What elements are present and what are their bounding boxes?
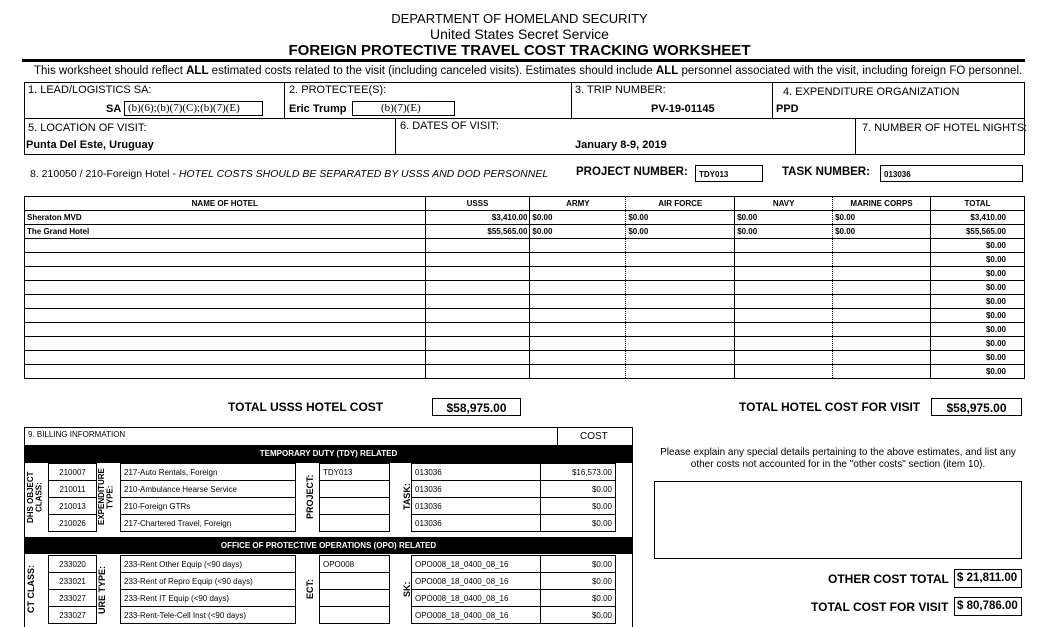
project-number-field[interactable]: TDY013 — [695, 165, 763, 182]
army-cell[interactable] — [530, 309, 626, 323]
air-force-cell[interactable]: $0.00 — [626, 225, 735, 239]
navy-cell[interactable] — [735, 351, 833, 365]
task-number-label: TASK NUMBER: — [782, 166, 870, 178]
expenditure-org-value: PPD — [776, 103, 799, 115]
total-cell: $0.00 — [930, 309, 1024, 323]
spacer — [296, 515, 320, 532]
usss-cell[interactable] — [425, 337, 530, 351]
marine-corps-header: MARINE CORPS — [833, 197, 931, 211]
army-cell[interactable] — [530, 239, 626, 253]
hotel-name-cell[interactable] — [25, 323, 426, 337]
usss-header: USSS — [425, 197, 530, 211]
opo-type-label: URE TYPE: — [97, 565, 107, 614]
navy-header: NAVY — [735, 197, 833, 211]
spacer — [97, 607, 121, 624]
air-force-cell[interactable] — [626, 267, 735, 281]
usss-cell[interactable] — [425, 281, 530, 295]
air-force-cell[interactable] — [626, 337, 735, 351]
navy-cell[interactable] — [735, 253, 833, 267]
hotel-name-cell[interactable] — [25, 337, 426, 351]
navy-cell[interactable] — [735, 323, 833, 337]
object-class-code: 233027 — [49, 607, 97, 624]
billing-row — [49, 515, 616, 532]
expenditure-description: 233-Rent Other Equip (<90 days) — [121, 556, 296, 573]
navy-cell[interactable] — [735, 309, 833, 323]
army-cell[interactable] — [530, 337, 626, 351]
tdy-header: TEMPORARY DUTY (TDY) RELATED — [25, 445, 632, 463]
total-cell: $0.00 — [930, 239, 1024, 253]
total-cell: $0.00 — [930, 351, 1024, 365]
hotel-name-cell[interactable] — [25, 309, 426, 323]
usss-cell[interactable] — [425, 365, 530, 379]
object-class-label: DHS OBJECT CLASS: — [26, 471, 44, 523]
task-cell[interactable]: OPO008_18_0400_08_16 — [412, 573, 541, 590]
hotel-row — [25, 281, 1025, 295]
cost-cell[interactable]: $0.00 — [541, 556, 616, 573]
opo-task-label: SK: — [402, 581, 412, 598]
spacer — [97, 590, 121, 607]
spacer — [296, 573, 320, 590]
billing-row — [49, 607, 616, 624]
opo-class-label: CT CLASS: — [26, 565, 36, 614]
air-force-cell[interactable] — [626, 295, 735, 309]
marine-corps-cell[interactable] — [833, 309, 931, 323]
navy-cell[interactable] — [735, 267, 833, 281]
army-cell[interactable] — [530, 281, 626, 295]
total-cell: $0.00 — [930, 295, 1024, 309]
hotel-row — [25, 337, 1025, 351]
army-cell[interactable] — [530, 323, 626, 337]
hotel-row — [25, 351, 1025, 365]
hotel-name-cell[interactable] — [25, 295, 426, 309]
object-class-code: 210011 — [49, 481, 97, 498]
instructions: This worksheet should reflect ALL estimated costs related to the visit (including canceled visits). Estimates should include ALL personnel associated with the visit, including foreign FO personnel. — [34, 65, 1023, 77]
total-cell: $0.00 — [930, 365, 1024, 379]
spacer — [296, 556, 320, 573]
spacer — [97, 556, 121, 573]
air-force-cell[interactable] — [626, 365, 735, 379]
project-cell[interactable]: OPO008 — [320, 556, 390, 573]
cost-header: COST — [580, 431, 608, 442]
expenditure-description: 217-Auto Rentals, Foreign — [121, 464, 296, 481]
hotel-row — [25, 225, 1025, 239]
total-hotel-visit-label: TOTAL HOTEL COST FOR VISIT — [739, 400, 921, 414]
cost-cell[interactable]: $0.00 — [541, 573, 616, 590]
total-cell: $0.00 — [930, 281, 1024, 295]
total-header: TOTAL — [930, 197, 1024, 211]
hotel-row — [25, 211, 1025, 225]
object-class-code: 210013 — [49, 498, 97, 515]
expenditure-description: 217-Chartered Travel, Foreign — [121, 515, 296, 532]
task-cell[interactable]: OPO008_18_0400_08_16 — [412, 556, 541, 573]
hotel-table — [24, 196, 1025, 379]
spacer — [97, 515, 121, 532]
army-cell[interactable] — [530, 267, 626, 281]
dates-value: January 8-9, 2019 — [575, 139, 667, 151]
other-cost-value: $ 21,811.00 — [954, 569, 1022, 588]
spacer — [390, 556, 412, 573]
agency-heading: United States Secret Service — [430, 26, 609, 42]
marine-corps-cell[interactable] — [833, 253, 931, 267]
spacer — [296, 481, 320, 498]
spacer — [97, 464, 121, 481]
billing-row — [49, 498, 616, 515]
total-cell: $0.00 — [930, 337, 1024, 351]
lead-label: 1. LEAD/LOGISTICS SA: — [28, 84, 152, 96]
army-header: ARMY — [530, 197, 626, 211]
total-hotel-visit-value: $58,975.00 — [931, 398, 1022, 416]
project-cell[interactable] — [320, 573, 390, 590]
navy-cell[interactable] — [735, 239, 833, 253]
total-cell: $0.00 — [930, 267, 1024, 281]
hotel-row — [25, 295, 1025, 309]
protectee-redaction: (b)(7)(E) — [352, 101, 455, 116]
expenditure-description: 210-Ambulance Hearse Service — [121, 481, 296, 498]
billing-row — [49, 573, 616, 590]
navy-cell[interactable] — [735, 281, 833, 295]
spacer — [296, 498, 320, 515]
usss-cell[interactable] — [425, 267, 530, 281]
spacer — [390, 464, 412, 481]
spacer — [296, 464, 320, 481]
dates-label: 6. DATES OF VISIT: — [400, 120, 499, 132]
hotel-row — [25, 253, 1025, 267]
billing-row — [49, 590, 616, 607]
billing-row — [49, 556, 616, 573]
usss-cell[interactable] — [425, 323, 530, 337]
expenditure-description: 233-Rent IT Equip (<90 days) — [121, 590, 296, 607]
usss-cell[interactable] — [425, 253, 530, 267]
billing-title: 9. BILLING INFORMATION — [28, 430, 126, 439]
marine-corps-cell[interactable] — [833, 337, 931, 351]
air-force-cell[interactable] — [626, 323, 735, 337]
hotel-name-cell[interactable] — [25, 281, 426, 295]
hotel-name-cell[interactable] — [25, 267, 426, 281]
army-cell[interactable]: $0.00 — [530, 211, 626, 225]
total-cell: $0.00 — [930, 323, 1024, 337]
spacer — [390, 607, 412, 624]
task-cell[interactable]: 013036 — [412, 481, 541, 498]
object-class-code: 233020 — [49, 556, 97, 573]
army-cell[interactable] — [530, 351, 626, 365]
usss-cell[interactable]: $3,410.00 — [425, 211, 530, 225]
hotel-nights-label: 7. NUMBER OF HOTEL NIGHTS: — [862, 122, 1028, 134]
usss-cell[interactable] — [425, 239, 530, 253]
spacer — [390, 590, 412, 607]
army-cell[interactable] — [530, 365, 626, 379]
expenditure-description: 233-Rent of Repro Equip (<90 days) — [121, 573, 296, 590]
project-number-label: PROJECT NUMBER: — [576, 166, 688, 178]
spacer — [296, 590, 320, 607]
billing-row — [49, 481, 616, 498]
cost-cell[interactable]: $0.00 — [541, 481, 616, 498]
protectee-label: 2. PROTECTEE(S): — [289, 84, 387, 96]
marine-corps-cell[interactable]: $0.00 — [833, 211, 931, 225]
location-value: Punta Del Este, Uruguay — [26, 139, 154, 151]
cost-cell[interactable]: $0.00 — [541, 498, 616, 515]
spacer — [390, 481, 412, 498]
object-class-code: 210026 — [49, 515, 97, 532]
total-cost-visit-value: $ 80,786.00 — [954, 597, 1022, 616]
spacer — [97, 481, 121, 498]
total-cell: $3,410.00 — [930, 211, 1024, 225]
navy-cell[interactable] — [735, 365, 833, 379]
hotel-table-header — [25, 197, 1025, 211]
marine-corps-cell[interactable] — [833, 365, 931, 379]
project-cell[interactable] — [320, 515, 390, 532]
marine-corps-cell[interactable] — [833, 281, 931, 295]
trip-number-value: PV-19-01145 — [651, 103, 715, 115]
protectee-value: Eric Trump — [289, 103, 347, 115]
navy-cell[interactable]: $0.00 — [735, 211, 833, 225]
cost-cell[interactable]: $16,573.00 — [541, 464, 616, 481]
marine-corps-cell[interactable] — [833, 323, 931, 337]
hotel-name-cell[interactable]: Sheraton MVD — [25, 211, 426, 225]
section-8-line: 8. 210050 / 210-Foreign Hotel - HOTEL COSTS SHOULD BE SEPARATED BY USSS AND DOD PERSONNEL — [30, 168, 549, 180]
title-rule — [22, 59, 1025, 62]
expenditure-description: 210-Foreign GTRs — [121, 498, 296, 515]
hotel-name-header: NAME OF HOTEL — [25, 197, 426, 211]
air-force-header: AIR FORCE — [626, 197, 735, 211]
marine-corps-cell[interactable] — [833, 267, 931, 281]
task-cell[interactable]: 013036 — [412, 515, 541, 532]
marine-corps-cell[interactable] — [833, 295, 931, 309]
task-cell[interactable]: 013036 — [412, 464, 541, 481]
project-cell[interactable] — [320, 607, 390, 624]
notes-instructions: Please explain any special details pertaining to the above estimates, and list any other costs not accounted for in the "other costs" section (item 10). — [660, 447, 1016, 470]
spacer — [390, 573, 412, 590]
air-force-cell[interactable] — [626, 351, 735, 365]
object-class-code: 233021 — [49, 573, 97, 590]
spacer — [390, 515, 412, 532]
usss-cell[interactable] — [425, 351, 530, 365]
marine-corps-cell[interactable] — [833, 239, 931, 253]
hotel-name-cell[interactable]: The Grand Hotel — [25, 225, 426, 239]
billing-row — [49, 464, 616, 481]
hotel-name-cell[interactable] — [25, 365, 426, 379]
spacer — [390, 498, 412, 515]
usss-cell[interactable] — [425, 309, 530, 323]
lead-prefix: SA — [106, 103, 122, 115]
project-cell[interactable] — [320, 498, 390, 515]
cost-cell[interactable]: $0.00 — [541, 607, 616, 624]
navy-cell[interactable] — [735, 337, 833, 351]
location-label: 5. LOCATION OF VISIT: — [28, 122, 147, 134]
army-cell[interactable] — [530, 295, 626, 309]
object-class-code: 233027 — [49, 590, 97, 607]
lead-redaction: (b)(6);(b)(7)(C);(b)(7)(E) — [124, 101, 263, 116]
air-force-cell[interactable] — [626, 309, 735, 323]
total-usss-label: TOTAL USSS HOTEL COST — [228, 400, 384, 414]
air-force-cell[interactable] — [626, 239, 735, 253]
air-force-cell[interactable]: $0.00 — [626, 211, 735, 225]
trip-number-label: 3. TRIP NUMBER: — [575, 84, 666, 96]
expenditure-type-label: EXPENDITURE TYPE: — [97, 468, 115, 526]
hotel-row — [25, 267, 1025, 281]
hotel-name-cell[interactable] — [25, 351, 426, 365]
task-cell[interactable]: OPO008_18_0400_08_16 — [412, 607, 541, 624]
air-force-cell[interactable] — [626, 253, 735, 267]
air-force-cell[interactable] — [626, 281, 735, 295]
other-cost-label: OTHER COST TOTAL — [828, 572, 949, 586]
marine-corps-cell[interactable]: $0.00 — [833, 225, 931, 239]
spacer — [97, 573, 121, 590]
task-label: TASK: — [402, 483, 412, 511]
project-cell[interactable] — [320, 590, 390, 607]
usss-cell[interactable] — [425, 295, 530, 309]
notes-textarea[interactable] — [654, 481, 1022, 559]
hotel-name-cell[interactable] — [25, 239, 426, 253]
project-label: PROJECT: — [305, 474, 315, 520]
total-cost-visit-label: TOTAL COST FOR VISIT — [811, 600, 949, 614]
army-cell[interactable] — [530, 253, 626, 267]
total-usss-value: $58,975.00 — [432, 398, 521, 416]
navy-cell[interactable]: $0.00 — [735, 225, 833, 239]
opo-header: OFFICE OF PROTECTIVE OPERATIONS (OPO) RELATED — [25, 537, 632, 554]
total-cell: $0.00 — [930, 253, 1024, 267]
task-cell[interactable]: OPO008_18_0400_08_16 — [412, 590, 541, 607]
hotel-name-cell[interactable] — [25, 253, 426, 267]
project-cell[interactable]: TDY013 — [320, 464, 390, 481]
opo-project-label: ECT: — [305, 579, 315, 600]
hotel-row — [25, 239, 1025, 253]
opo-table — [48, 555, 616, 624]
hotel-row — [25, 365, 1025, 379]
hotel-row — [25, 309, 1025, 323]
tdy-table — [48, 463, 616, 532]
department-heading: DEPARTMENT OF HOMELAND SECURITY — [391, 11, 648, 26]
spacer — [296, 607, 320, 624]
object-class-code: 210007 — [49, 464, 97, 481]
expenditure-description: 233-Rent-Tele-Cell Inst (<90 days) — [121, 607, 296, 624]
cost-cell[interactable]: $0.00 — [541, 590, 616, 607]
hotel-row — [25, 323, 1025, 337]
army-cell[interactable]: $0.00 — [530, 225, 626, 239]
usss-cell[interactable]: $55,565.00 — [425, 225, 530, 239]
task-number-field[interactable]: 013036 — [880, 165, 1023, 182]
spacer — [97, 498, 121, 515]
navy-cell[interactable] — [735, 295, 833, 309]
total-cell: $55,565.00 — [930, 225, 1024, 239]
marine-corps-cell[interactable] — [833, 351, 931, 365]
cost-cell[interactable]: $0.00 — [541, 515, 616, 532]
project-cell[interactable] — [320, 481, 390, 498]
form-title: FOREIGN PROTECTIVE TRAVEL COST TRACKING WORKSHEET — [288, 42, 751, 59]
task-cell[interactable]: 013036 — [412, 498, 541, 515]
expenditure-org-label: 4. EXPENDITURE ORGANIZATION — [783, 86, 960, 98]
